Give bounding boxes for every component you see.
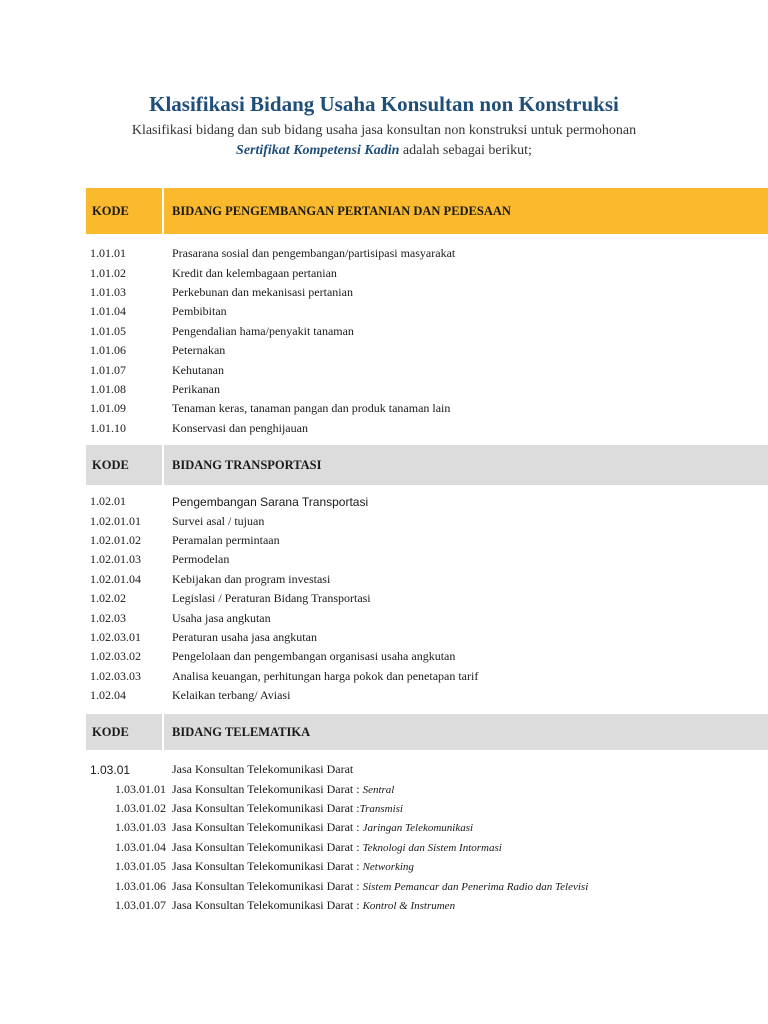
row-desc: Perikanan bbox=[172, 381, 220, 396]
table-row bbox=[86, 838, 768, 857]
row-desc: Pembibitan bbox=[172, 304, 227, 319]
row-code: 1.01.01 bbox=[90, 246, 126, 261]
table-row bbox=[86, 760, 768, 779]
row-code: 1.03.01.05 bbox=[115, 859, 166, 874]
row-desc: Konservasi dan penghijauan bbox=[172, 420, 308, 435]
table-row bbox=[86, 686, 768, 705]
row-code: 1.02.04 bbox=[90, 688, 126, 703]
row-sub: Sistem Pemancar dan Penerima Radio dan Televisi bbox=[362, 880, 589, 893]
row-desc: Jasa Konsultan Telekomunikasi Darat : bbox=[172, 897, 363, 912]
table-row bbox=[86, 341, 768, 360]
row-sub: Networking bbox=[362, 861, 414, 874]
row-sub: Teknologi dan Sistem Intormasi bbox=[362, 841, 502, 854]
intro-emphasis: Sertifikat Kompetensi Kadin bbox=[236, 143, 400, 158]
row-desc: Jasa Konsultan Telekomunikasi Darat : bbox=[172, 820, 363, 835]
row-code: 1.03.01.04 bbox=[115, 839, 166, 854]
table-row bbox=[86, 283, 768, 302]
row-desc: Permodelan bbox=[172, 552, 230, 567]
row-desc: Analisa keuangan, perhitungan harga pokok dan penetapan tarif bbox=[172, 668, 479, 683]
table-row bbox=[86, 531, 768, 550]
bidang-header: BIDANG TELEMATIKA bbox=[172, 724, 311, 739]
row-desc: Tenaman keras, tanaman pangan dan produk tanaman lain bbox=[172, 401, 451, 416]
table-row bbox=[86, 628, 768, 647]
table-row bbox=[86, 511, 768, 530]
row-code: 1.03.01.02 bbox=[115, 800, 166, 815]
table-row bbox=[86, 570, 768, 589]
row-code: 1.02.03.01 bbox=[90, 629, 141, 644]
table-row bbox=[86, 550, 768, 569]
row-code: 1.02.01 bbox=[90, 494, 126, 509]
section-rows-pertanian bbox=[86, 244, 768, 438]
row-desc: Jasa Konsultan Telekomunikasi Darat : bbox=[172, 781, 363, 796]
row-code: 1.02.01.04 bbox=[90, 571, 141, 586]
row-sub: Jaringan Telekomunikasi bbox=[362, 822, 474, 835]
row-sub: Transmisi bbox=[359, 802, 403, 815]
row-desc: Kelaikan terbang/ Aviasi bbox=[172, 688, 291, 703]
row-code: 1.02.01.02 bbox=[90, 532, 141, 547]
row-code: 1.02.03.02 bbox=[90, 649, 141, 664]
row-desc: Jasa Konsultan Telekomunikasi Darat bbox=[172, 762, 354, 777]
row-desc: Legislasi / Peraturan Bidang Transportasi bbox=[172, 591, 371, 606]
row-desc: Peramalan permintaan bbox=[172, 532, 280, 547]
row-code: 1.01.10 bbox=[90, 420, 126, 435]
table-row bbox=[86, 244, 768, 263]
table-row bbox=[86, 380, 768, 399]
row-code: 1.02.02 bbox=[90, 591, 126, 606]
table-row bbox=[86, 419, 768, 438]
row-sub: Sentral bbox=[362, 783, 395, 796]
row-code: 1.01.02 bbox=[90, 265, 126, 280]
intro-line-2-rest: adalah sebagai berikut; bbox=[399, 143, 532, 158]
kode-header: KODE bbox=[86, 714, 164, 750]
section-rows-transportasi bbox=[86, 492, 768, 705]
table-row bbox=[86, 667, 768, 686]
row-desc: Jasa Konsultan Telekomunikasi Darat : bbox=[172, 878, 363, 893]
row-code: 1.02.01.01 bbox=[90, 513, 141, 528]
table-row bbox=[86, 857, 768, 876]
table-row bbox=[86, 799, 768, 818]
row-desc: Peternakan bbox=[172, 343, 226, 358]
row-desc: Perkebunan dan mekanisasi pertanian bbox=[172, 284, 353, 299]
table-row bbox=[86, 876, 768, 895]
intro-line-1: Klasifikasi bidang dan sub bidang usaha jasa konsultan non konstruksi untuk permohonan bbox=[131, 123, 637, 138]
kode-header: KODE bbox=[86, 188, 164, 234]
row-desc: Kredit dan kelembagaan pertanian bbox=[172, 265, 337, 280]
row-code: 1.02.03.03 bbox=[90, 668, 141, 683]
row-code: 1.02.03 bbox=[90, 610, 126, 625]
table-row bbox=[86, 360, 768, 379]
row-code: 1.01.09 bbox=[90, 401, 126, 416]
row-desc: Kebijakan dan program investasi bbox=[172, 571, 331, 586]
section-header-pertanian bbox=[86, 188, 768, 234]
row-code: 1.03.01.06 bbox=[115, 878, 166, 893]
section-rows-telematika bbox=[86, 760, 768, 915]
row-code: 1.03.01.07 bbox=[115, 897, 166, 912]
row-code: 1.01.05 bbox=[90, 323, 126, 338]
page-title: Klasifikasi Bidang Usaha Konsultan non Konstruksi bbox=[149, 92, 619, 116]
row-sub: Kontrol & Instrumen bbox=[362, 899, 456, 912]
row-code: 1.02.01.03 bbox=[90, 552, 141, 567]
table-row bbox=[86, 322, 768, 341]
row-desc: Peraturan usaha jasa angkutan bbox=[172, 629, 317, 644]
row-code: 1.03.01.01 bbox=[115, 781, 166, 796]
bidang-header: BIDANG TRANSPORTASI bbox=[172, 457, 322, 472]
kode-header: KODE bbox=[86, 445, 164, 485]
section-header-transportasi bbox=[86, 445, 768, 485]
table-row bbox=[86, 896, 768, 915]
row-desc: Survei asal / tujuan bbox=[172, 513, 265, 528]
row-code: 1.03.01 bbox=[90, 762, 131, 777]
table-row bbox=[86, 302, 768, 321]
row-desc: Pengembangan Sarana Transportasi bbox=[172, 494, 369, 509]
table-row bbox=[86, 779, 768, 798]
row-code: 1.01.04 bbox=[90, 304, 126, 319]
row-code: 1.03.01.03 bbox=[115, 820, 166, 835]
table-row bbox=[86, 818, 768, 837]
table-row bbox=[86, 399, 768, 418]
table-row bbox=[86, 608, 768, 627]
intro-text bbox=[0, 121, 768, 161]
bidang-header: BIDANG PENGEMBANGAN PERTANIAN DAN PEDESAAN bbox=[172, 203, 511, 218]
row-desc: Kehutanan bbox=[172, 362, 224, 377]
table-row bbox=[86, 589, 768, 608]
row-code: 1.01.07 bbox=[90, 362, 126, 377]
row-desc: Prasarana sosial dan pengembangan/partisipasi masyarakat bbox=[172, 246, 456, 261]
row-desc: Jasa Konsultan Telekomunikasi Darat : bbox=[172, 800, 360, 815]
table-row bbox=[86, 263, 768, 282]
row-desc: Pengelolaan dan pengembangan organisasi usaha angkutan bbox=[172, 649, 456, 664]
table-row bbox=[86, 647, 768, 666]
section-header-telematika bbox=[86, 714, 768, 750]
row-desc: Usaha jasa angkutan bbox=[172, 610, 271, 625]
row-code: 1.01.06 bbox=[90, 343, 126, 358]
table-row bbox=[86, 492, 768, 511]
row-desc: Pengendalian hama/penyakit tanaman bbox=[172, 323, 354, 338]
row-code: 1.01.03 bbox=[90, 284, 126, 299]
row-code: 1.01.08 bbox=[90, 381, 126, 396]
row-desc: Jasa Konsultan Telekomunikasi Darat : bbox=[172, 859, 363, 874]
row-desc: Jasa Konsultan Telekomunikasi Darat : bbox=[172, 839, 363, 854]
